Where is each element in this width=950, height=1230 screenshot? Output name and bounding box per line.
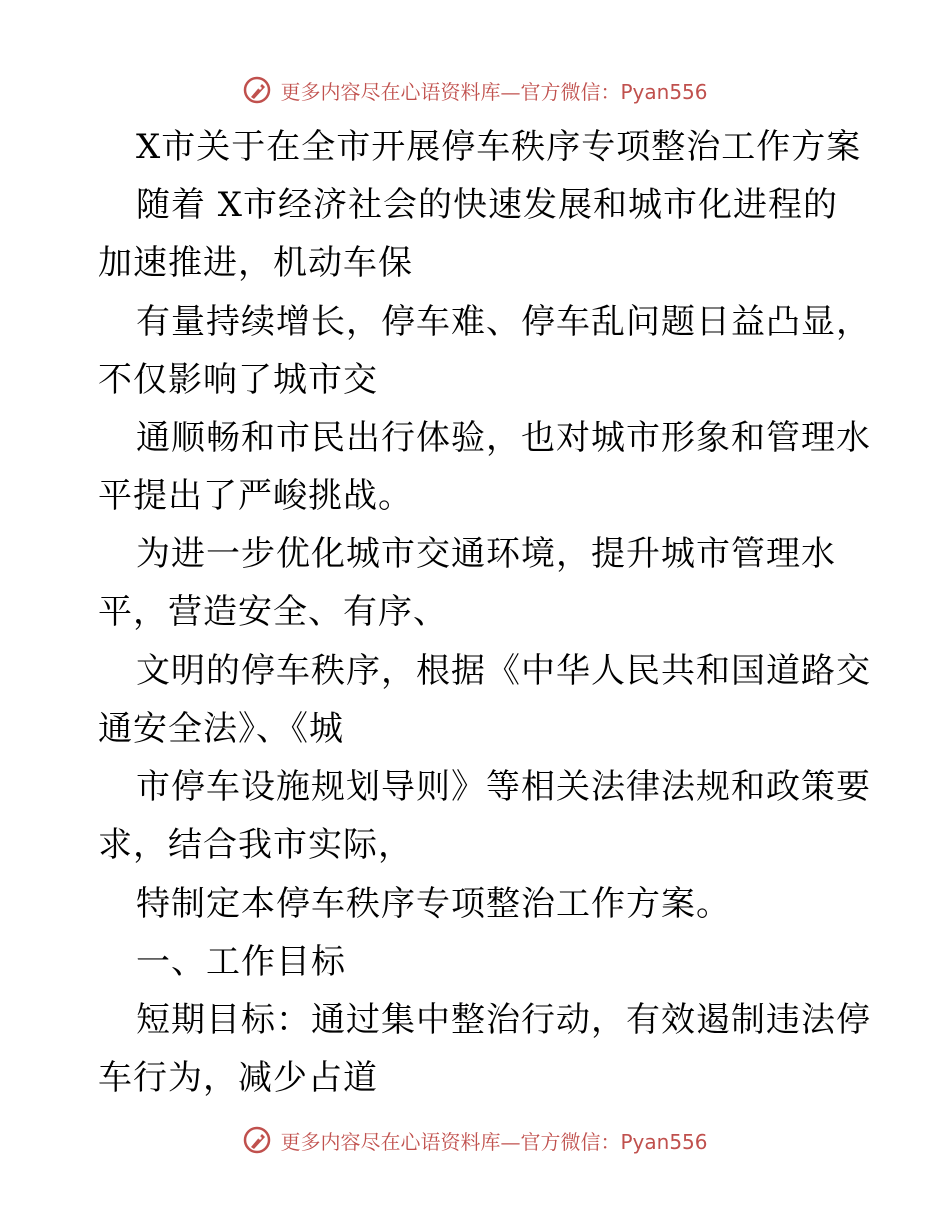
paragraph-line: 随着 X市经济社会的快速发展和城市化进程的	[136, 185, 839, 225]
pen-nib-logo-icon	[242, 1125, 272, 1155]
paragraph-line: 有量持续增长，停车难、停车乱问题日益凸显，	[136, 302, 871, 342]
paragraph-line: 特制定本停车秩序专项整治工作方案。	[136, 884, 731, 924]
watermark-label: 更多内容尽在心语资料库—官方微信：	[280, 1129, 621, 1154]
wechat-id: Pyan556	[620, 79, 708, 104]
paragraph-line: 平，营造安全、有序、	[98, 592, 448, 632]
paragraph-line: 市停车设施规划导则》等相关法律法规和政策要	[136, 767, 871, 807]
footer-watermark-banner	[0, 1122, 950, 1158]
paragraph-line: 平提出了严峻挑战。	[98, 476, 413, 516]
paragraph-line: 通顺畅和市民出行体验，也对城市形象和管理水	[136, 418, 871, 458]
document-title: X市关于在全市开展停车秩序专项整治工作方案	[136, 127, 862, 167]
paragraph-line: 车行为，减少占道	[98, 1058, 378, 1098]
wechat-id: Pyan556	[620, 1129, 708, 1154]
header-watermark-banner	[0, 72, 950, 108]
paragraph-line: 求，结合我市实际，	[98, 825, 413, 865]
watermark-label: 更多内容尽在心语资料库—官方微信：	[280, 79, 621, 104]
paragraph-line: 不仅影响了城市交	[98, 360, 378, 400]
paragraph-line: 短期目标：通过集中整治行动，有效遏制违法停	[136, 1000, 871, 1040]
paragraph-line: 加速推进，机动车保	[98, 243, 413, 283]
section-heading: 一、工作目标	[136, 942, 346, 982]
paragraph-line: 文明的停车秩序，根据《中华人民共和国道路交	[136, 651, 871, 691]
watermark-text	[280, 1126, 707, 1155]
watermark-text	[280, 76, 707, 105]
pen-nib-logo-icon	[242, 75, 272, 105]
paragraph-line: 为进一步优化城市交通环境，提升城市管理水	[136, 534, 836, 574]
paragraph-line: 通安全法》、《城	[98, 709, 344, 749]
